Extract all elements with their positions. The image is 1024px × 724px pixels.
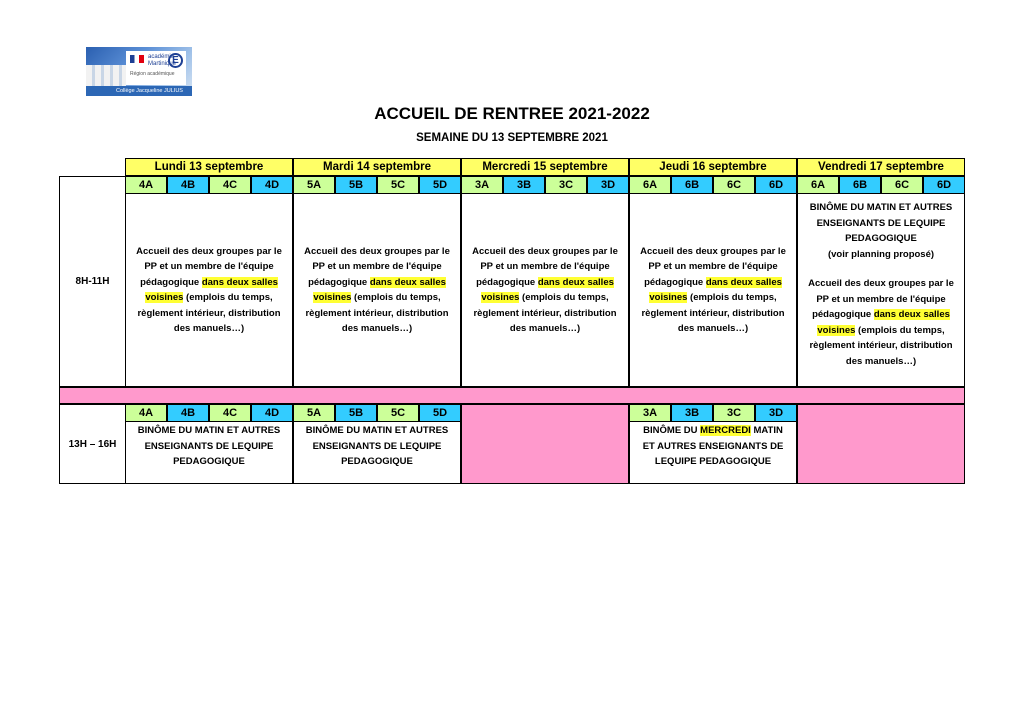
page-subtitle: SEMAINE DU 13 SEPTEMBRE 2021 bbox=[416, 132, 608, 144]
morning-group-6d: 6D bbox=[923, 176, 965, 194]
morning-text-part2: (emplois du temps, règlement intérieur, distribution des manuels…) bbox=[809, 324, 953, 367]
morning-cell-vendredi bbox=[797, 194, 965, 387]
morning-group-6a: 6A bbox=[797, 176, 839, 194]
afternoon-group-4b: 4B bbox=[167, 404, 209, 422]
afternoon-group-5b: 5B bbox=[335, 404, 377, 422]
morning-text-highlight: dans deux salles voisines bbox=[649, 276, 782, 303]
afternoon-group-4a: 4A bbox=[125, 404, 167, 422]
morning-text-highlight: dans deux salles voisines bbox=[817, 309, 950, 336]
morning-group-5b: 5B bbox=[335, 176, 377, 194]
afternoon-binome-text: BINÔME DU MATIN ET AUTRES ENSEIGNANTS DE LEQUIPE PEDAGOGIQUE bbox=[137, 425, 281, 467]
afternoon-group-3a: 3A bbox=[629, 404, 671, 422]
morning-text-part1: Accueil des deux groupes par le PP et un membre de l'équipe pédagogique bbox=[808, 278, 954, 320]
morning-group-6a: 6A bbox=[629, 176, 671, 194]
morning-group-6b: 6B bbox=[671, 176, 713, 194]
lunch-break-row bbox=[59, 387, 965, 404]
friday-binome-text: BINÔME DU MATIN ET AUTRES ENSEIGNANTS DE LEQUIPE PEDAGOGIQUE bbox=[809, 202, 953, 244]
morning-text-highlight: dans deux salles voisines bbox=[481, 276, 614, 303]
day-header-mardi: Mardi 14 septembre bbox=[293, 158, 461, 176]
morning-cell-lundi bbox=[125, 194, 293, 387]
afternoon-group-5d: 5D bbox=[419, 404, 461, 422]
morning-text-highlight: dans deux salles voisines bbox=[145, 276, 278, 303]
morning-cell-mercredi bbox=[461, 194, 629, 387]
morning-text-highlight: dans deux salles voisines bbox=[313, 276, 446, 303]
morning-text-part1: Accueil des deux groupes par le PP et un membre de l'équipe pédagogique bbox=[136, 245, 282, 288]
afternoon-group-3d: 3D bbox=[755, 404, 797, 422]
morning-group-5a: 5A bbox=[293, 176, 335, 194]
morning-group-5d: 5D bbox=[419, 176, 461, 194]
morning-text-part1: Accueil des deux groupes par le PP et un membre de l'équipe pédagogique bbox=[304, 245, 450, 288]
day-header-jeudi: Jeudi 16 septembre bbox=[629, 158, 797, 176]
day-header-mercredi: Mercredi 15 septembre bbox=[461, 158, 629, 176]
afternoon-cell-vendredi-empty bbox=[797, 404, 965, 484]
morning-text-part2: (emplois du temps, règlement intérieur, distribution des manuels…) bbox=[641, 292, 785, 334]
morning-text-part2: (emplois du temps, règlement intérieur, distribution des manuels…) bbox=[305, 292, 449, 334]
afternoon-group-3c: 3C bbox=[713, 404, 755, 422]
morning-text-part2: (emplois du temps, règlement intérieur, distribution des manuels…) bbox=[473, 292, 617, 334]
college-name-banner: Collège Jacqueline JULIUS bbox=[86, 86, 192, 96]
morning-cell-mardi bbox=[293, 194, 461, 387]
college-logo bbox=[86, 47, 192, 96]
morning-cell-jeudi bbox=[629, 194, 797, 387]
morning-group-3a: 3A bbox=[461, 176, 503, 194]
french-flag-icon bbox=[130, 55, 144, 63]
afternoon-cell-jeudi bbox=[629, 422, 797, 484]
afternoon-group-4c: 4C bbox=[209, 404, 251, 422]
morning-group-6b: 6B bbox=[839, 176, 881, 194]
time-label-morning: 8H-11H bbox=[59, 176, 126, 387]
afternoon-group-4d: 4D bbox=[251, 404, 293, 422]
day-header-vendredi: Vendredi 17 septembre bbox=[797, 158, 965, 176]
morning-text-part1: Accueil des deux groupes par le PP et un membre de l'équipe pédagogique bbox=[472, 245, 618, 288]
friday-planning-note: (voir planning proposé) bbox=[827, 248, 935, 260]
jeudi-text-part1: BINÔME DU bbox=[643, 425, 701, 436]
morning-group-4d: 4D bbox=[251, 176, 293, 194]
afternoon-group-3b: 3B bbox=[671, 404, 713, 422]
morning-text-part2: (emplois du temps, règlement intérieur, distribution des manuels…) bbox=[137, 292, 281, 334]
morning-group-3d: 3D bbox=[587, 176, 629, 194]
afternoon-cell-lundi bbox=[125, 422, 293, 484]
morning-group-3c: 3C bbox=[545, 176, 587, 194]
morning-group-3b: 3B bbox=[503, 176, 545, 194]
afternoon-group-5a: 5A bbox=[293, 404, 335, 422]
jeudi-text-part2: MATIN ET AUTRES ENSEIGNANTS DE LEQUIPE PEDAGOGIQUE bbox=[642, 425, 784, 467]
jeudi-text-highlight: MERCREDI bbox=[700, 425, 751, 436]
morning-group-6c: 6C bbox=[713, 176, 755, 194]
morning-group-4a: 4A bbox=[125, 176, 167, 194]
morning-group-4c: 4C bbox=[209, 176, 251, 194]
time-label-afternoon: 13H – 16H bbox=[59, 404, 126, 484]
page-title: ACCUEIL DE RENTREE 2021-2022 bbox=[374, 104, 650, 123]
morning-text-part1: Accueil des deux groupes par le PP et un membre de l'équipe pédagogique bbox=[640, 245, 786, 288]
morning-group-6d: 6D bbox=[755, 176, 797, 194]
afternoon-group-5c: 5C bbox=[377, 404, 419, 422]
afternoon-binome-text: BINÔME DU MATIN ET AUTRES ENSEIGNANTS DE LEQUIPE PEDAGOGIQUE bbox=[305, 425, 449, 467]
academie-label: académie Martinique bbox=[148, 54, 177, 67]
afternoon-cell-mardi bbox=[293, 422, 461, 484]
morning-group-5c: 5C bbox=[377, 176, 419, 194]
morning-group-6c: 6C bbox=[881, 176, 923, 194]
afternoon-cell-mercredi-empty bbox=[461, 404, 629, 484]
region-label: Région académique bbox=[130, 71, 175, 77]
day-header-lundi: Lundi 13 septembre bbox=[125, 158, 293, 176]
morning-group-4b: 4B bbox=[167, 176, 209, 194]
education-emblem-icon: E bbox=[168, 53, 183, 68]
